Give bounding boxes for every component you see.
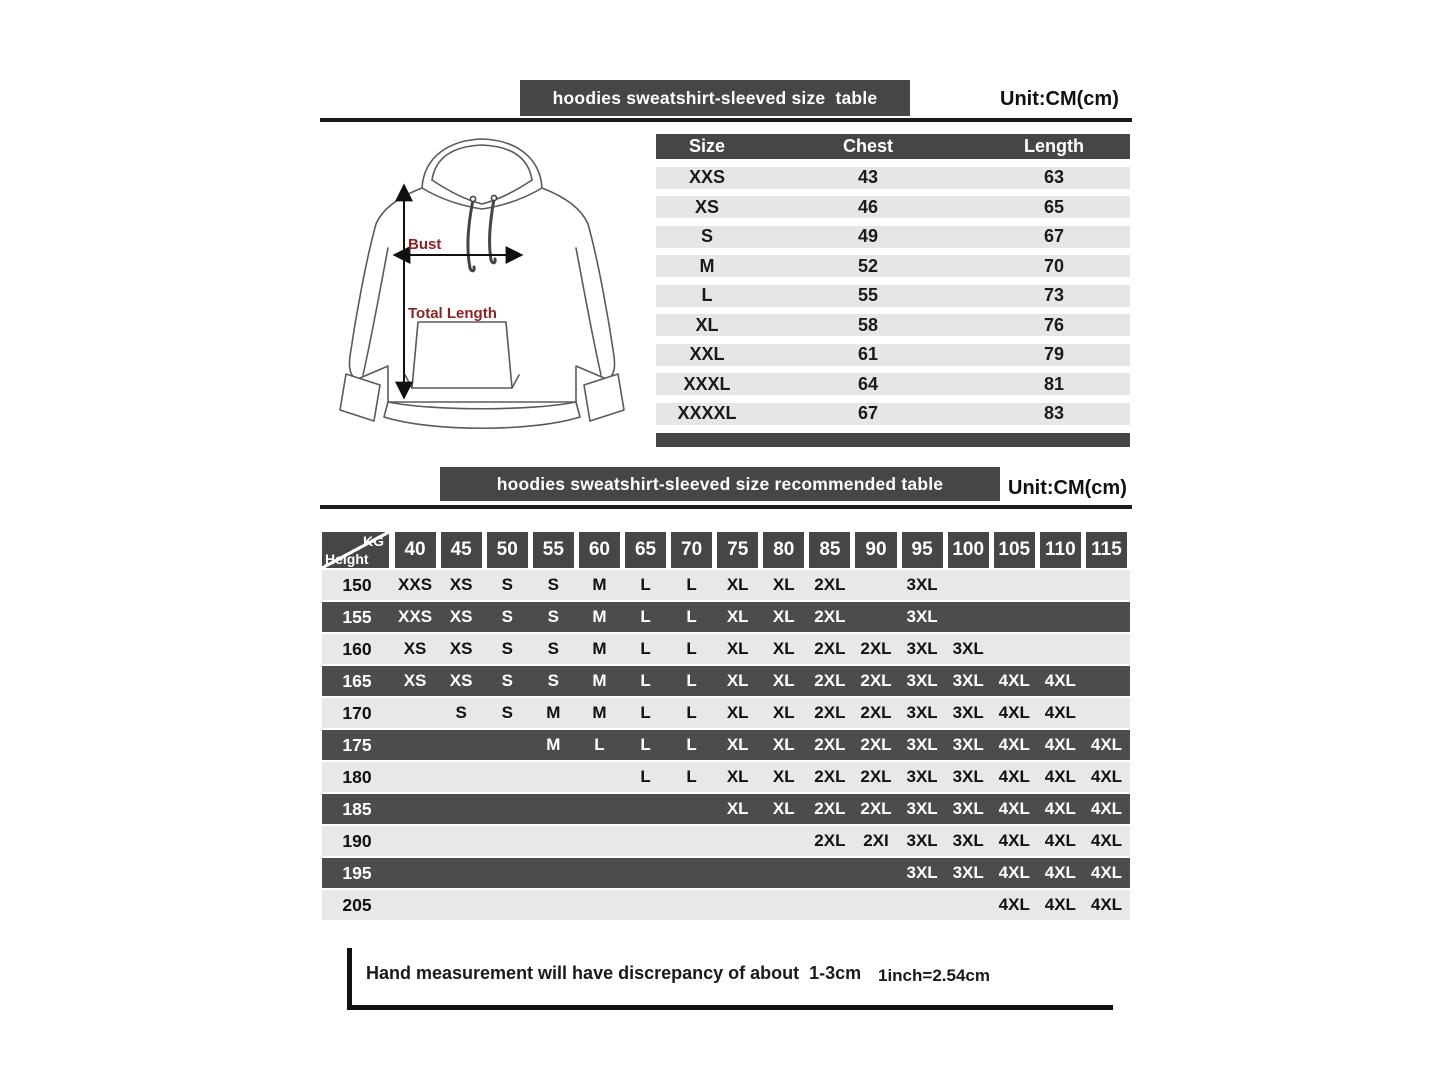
size-column-header: Size: [688, 136, 726, 156]
size-recommendation-cell: L: [686, 767, 697, 786]
size-recommendation-cell: 3XL: [906, 799, 938, 818]
recommendation-row: [322, 858, 1130, 888]
size-recommendation-cell: 4XL: [998, 767, 1030, 786]
size-recommendation-cell: L: [640, 639, 651, 658]
recommendation-row: [322, 634, 1130, 664]
size-recommendation-cell: S: [501, 607, 513, 626]
footer-bottom-border: [347, 1005, 1113, 1010]
chest-cell: 64: [857, 373, 879, 394]
size-recommendation-cell: 3XL: [906, 703, 938, 722]
size-table-row: [656, 373, 1130, 395]
size-recommendation-cell: 4XL: [1044, 767, 1076, 786]
size-cell: L: [701, 285, 713, 305]
size-recommendation-cell: XL: [772, 607, 795, 626]
size-recommendation-cell: 4XL: [1044, 671, 1076, 690]
size-cell: XXXXL: [677, 403, 737, 423]
size-recommendation-cell: 4XL: [1044, 895, 1076, 914]
size-recommendation-cell: 3XL: [906, 767, 938, 786]
kg-header-cell: [853, 532, 899, 568]
chest-column-header: Chest: [842, 136, 893, 156]
size-recommendation-cell: L: [686, 703, 697, 722]
recommended-table-title-bar: [440, 467, 1000, 501]
size-recommendation-cell: S: [501, 703, 513, 722]
size-recommendation-cell: 4XL: [998, 671, 1030, 690]
height-row-label: 190: [342, 830, 372, 851]
size-recommendation-cell: XS: [449, 575, 473, 594]
size-cell: XXS: [688, 167, 726, 187]
size-recommendation-cell: M: [592, 639, 607, 658]
kg-header-cell: [576, 532, 622, 568]
size-table-row: [656, 344, 1130, 366]
kg-value-label: 45: [441, 532, 482, 568]
size-recommendation-cell: L: [686, 671, 697, 690]
height-row-label: 195: [342, 862, 372, 883]
size-recommendation-cell: L: [686, 575, 697, 594]
size-recommendation-cell: XL: [726, 671, 749, 690]
recommendation-row: [322, 570, 1130, 600]
size-recommendation-cell: 4XL: [1044, 703, 1076, 722]
size-cell: XS: [694, 196, 719, 217]
length-cell: 79: [1043, 344, 1065, 364]
size-recommendation-cell: 4XL: [1090, 863, 1123, 882]
kg-value-label: 90: [855, 532, 896, 568]
size-recommendation-cell: 2XL: [814, 703, 846, 722]
size-recommendation-cell: 4XL: [1090, 895, 1123, 914]
size-recommendation-cell: XL: [772, 671, 795, 690]
size-recommendation-cell: S: [547, 607, 559, 626]
size-recommendation-cell: 3XL: [906, 863, 938, 882]
size-recommendation-cell: XS: [403, 639, 427, 658]
size-recommendation-cell: 2XL: [860, 767, 892, 786]
kg-value-label: 115: [1086, 532, 1127, 568]
kg-header-cell: [945, 532, 991, 568]
size-recommendation-cell: S: [547, 671, 559, 690]
height-row-label: 170: [342, 702, 372, 723]
size-recommendation-cell: XL: [726, 767, 749, 786]
recommendation-header-row: [322, 532, 1130, 568]
size-recommendation-cell: 2XL: [814, 767, 846, 786]
kg-value-label: 65: [625, 532, 666, 568]
kg-header-cell: [715, 532, 761, 568]
kg-value-label: 85: [809, 532, 850, 568]
length-cell: 76: [1043, 314, 1065, 335]
length-cell: 73: [1043, 285, 1065, 305]
size-recommendation-cell: XXS: [398, 607, 433, 626]
bust-label: Bust: [408, 236, 442, 253]
size-table-title: hoodies sweatshirt-sleeved size table: [552, 87, 878, 108]
size-recommendation-cell: 4XL: [998, 799, 1030, 818]
chest-cell: 46: [857, 196, 879, 217]
size-recommendation-cell: 4XL: [1090, 767, 1123, 786]
size-table-rows: [656, 167, 1130, 425]
chest-cell: 43: [857, 167, 879, 187]
kg-header-cell: [899, 532, 945, 568]
height-row-label: 165: [342, 670, 372, 691]
size-recommendation-cell: XXS: [398, 575, 433, 594]
divider-line-middle: [320, 505, 1132, 509]
kg-header-cell: [530, 532, 576, 568]
size-recommendation-cell: XS: [403, 671, 427, 690]
kg-value-label: 40: [395, 532, 436, 568]
recommendation-row: [322, 698, 1130, 728]
size-table-bottom-bar: [656, 433, 1130, 447]
height-row-label: 205: [342, 894, 372, 915]
size-recommendation-cell: M: [546, 735, 561, 754]
kg-value-label: 60: [579, 532, 620, 568]
size-recommendation-cell: 4XL: [998, 831, 1030, 850]
length-cell: 81: [1043, 373, 1065, 394]
kg-header-cell: [761, 532, 807, 568]
size-recommendation-cell: L: [640, 607, 651, 626]
size-recommendation-cell: XL: [772, 799, 795, 818]
size-recommendation-cell: 2XL: [814, 799, 846, 818]
size-cell: XXL: [689, 344, 725, 364]
size-recommendation-cell: L: [686, 607, 697, 626]
size-recommendation-cell: 3XL: [952, 735, 984, 754]
size-recommendation-cell: 2XI: [863, 831, 889, 850]
size-recommendation-cell: 3XL: [906, 735, 938, 754]
size-recommendation-cell: M: [592, 575, 607, 594]
size-recommendation-cell: 3XL: [952, 831, 984, 850]
size-recommendation-cell: XL: [772, 703, 795, 722]
inch-conversion-note: 1inch=2.54cm: [878, 966, 990, 985]
kg-height-corner-cell: [322, 532, 389, 568]
size-table-row: [656, 255, 1130, 277]
chest-cell: 58: [857, 314, 879, 335]
size-recommendation-cell: 2XL: [814, 735, 846, 754]
length-cell: 67: [1043, 226, 1065, 246]
size-recommendation-cell: 2XL: [860, 639, 892, 658]
size-table-row: [656, 314, 1130, 336]
chest-cell: 55: [857, 285, 879, 305]
size-recommendation-cell: 3XL: [906, 831, 938, 850]
height-row-label: 150: [342, 574, 372, 595]
size-recommendation-cell: XL: [726, 639, 749, 658]
size-recommendation-cell: 4XL: [998, 735, 1030, 754]
size-recommendation-cell: M: [546, 703, 561, 722]
size-recommendation-cell: L: [640, 671, 651, 690]
size-recommendation-cell: 3XL: [952, 703, 984, 722]
size-cell: XL: [695, 314, 719, 335]
chest-cell: 67: [857, 403, 879, 423]
size-recommendation-cell: 2XL: [814, 639, 846, 658]
kg-value-label: 55: [533, 532, 574, 568]
size-recommendation-cell: S: [455, 703, 467, 722]
length-cell: 70: [1043, 255, 1065, 276]
size-recommendation-cell: XS: [449, 607, 473, 626]
kg-header-cell: [484, 532, 530, 568]
size-cell: XXXL: [683, 373, 731, 394]
kg-header-cell: [807, 532, 853, 568]
size-recommendation-cell: 4XL: [1044, 799, 1076, 818]
size-recommendation-cell: XL: [772, 639, 795, 658]
recommendation-row: [322, 730, 1130, 760]
size-cell: S: [700, 226, 713, 246]
kg-value-label: 110: [1040, 532, 1081, 568]
kg-value-label: 50: [487, 532, 528, 568]
size-recommendation-cell: 3XL: [906, 639, 938, 658]
recommendation-row: [322, 762, 1130, 792]
size-recommendation-cell: M: [592, 607, 607, 626]
size-recommendation-cell: 2XL: [860, 671, 892, 690]
length-cell: 83: [1043, 403, 1065, 423]
size-recommendation-cell: 4XL: [1044, 735, 1076, 754]
size-recommendation-cell: L: [594, 735, 605, 754]
height-row-label: 160: [342, 638, 372, 659]
size-table-header: [656, 134, 1130, 159]
kg-header-cell: [991, 532, 1037, 568]
divider-line-top: [320, 118, 1132, 122]
size-recommendation-cell: L: [686, 735, 697, 754]
size-recommendation-cell: 4XL: [1090, 831, 1123, 850]
size-recommendation-cell: 4XL: [998, 703, 1030, 722]
size-recommendation-cell: 3XL: [952, 671, 984, 690]
recommendation-row: [322, 794, 1130, 824]
recommendation-row: [322, 890, 1130, 920]
recommended-table-title: hoodies sweatshirt-sleeved size recommended table: [496, 473, 944, 494]
size-recommendation-cell: XS: [449, 639, 473, 658]
kg-header-cell: [1083, 532, 1129, 568]
size-recommendation-cell: 4XL: [998, 863, 1030, 882]
kg-header-cell: [1037, 532, 1083, 568]
recommendation-row: [322, 666, 1130, 696]
size-recommendation-cell: 2XL: [860, 799, 892, 818]
size-recommendation-cell: XL: [772, 575, 795, 594]
size-table-unit-label: Unit:CM(cm): [1000, 88, 1119, 110]
size-recommendation-cell: 2XL: [814, 831, 846, 850]
recommended-table-unit-label: Unit:CM(cm): [1008, 477, 1127, 499]
kg-value-label: 80: [763, 532, 804, 568]
size-recommendation-cell: L: [640, 767, 651, 786]
size-recommendation-cell: 3XL: [906, 575, 938, 594]
kg-corner-label: KG: [363, 533, 384, 549]
size-table: [656, 134, 1130, 425]
size-recommendation-cell: 2XL: [860, 735, 892, 754]
size-recommendation-cell: S: [547, 639, 559, 658]
size-table-row: [656, 285, 1130, 307]
size-recommendation-cell: 4XL: [1044, 831, 1076, 850]
size-recommendation-cell: 2XL: [814, 607, 846, 626]
measurement-discrepancy-note: Hand measurement will have discrepancy of about 1-3cm: [366, 963, 862, 983]
size-recommendation-cell: 3XL: [952, 799, 984, 818]
kg-value-label: 95: [902, 532, 943, 568]
chest-cell: 49: [857, 226, 879, 246]
size-recommendation-cell: 2XL: [860, 703, 892, 722]
size-recommendation-cell: M: [592, 703, 607, 722]
recommendation-rows: [322, 570, 1130, 920]
height-row-label: 180: [342, 766, 372, 787]
size-recommendation-cell: XL: [726, 607, 749, 626]
size-recommendation-cell: 4XL: [1090, 735, 1123, 754]
size-recommendation-cell: XL: [726, 575, 749, 594]
size-recommendation-cell: S: [501, 639, 513, 658]
size-recommendation-cell: S: [501, 671, 513, 690]
chest-cell: 61: [857, 344, 879, 364]
kg-value-label: 105: [994, 532, 1035, 568]
size-recommendation-cell: 2XL: [814, 575, 846, 594]
size-recommendation-cell: L: [640, 735, 651, 754]
size-recommendation-cell: 3XL: [906, 607, 938, 626]
size-cell: M: [699, 255, 715, 276]
height-row-label: 185: [342, 798, 372, 819]
size-recommendation-cell: XL: [726, 799, 749, 818]
footer-left-border: [347, 948, 352, 1010]
size-recommendation-cell: 4XL: [1090, 799, 1123, 818]
kg-value-label: 100: [948, 532, 989, 568]
size-table-title-bar: [520, 80, 910, 116]
chest-cell: 52: [857, 255, 879, 276]
size-recommendation-cell: M: [592, 671, 607, 690]
size-recommendation-cell: XL: [772, 735, 795, 754]
size-table-row: [656, 226, 1130, 248]
size-recommendation-cell: XL: [772, 767, 795, 786]
kg-header-cell: [392, 532, 438, 568]
size-recommendation-cell: 3XL: [952, 639, 984, 658]
size-recommendation-cell: 3XL: [906, 671, 938, 690]
total-length-label: Total Length: [408, 305, 497, 322]
recommendation-row: [322, 826, 1130, 856]
size-recommendation-cell: 4XL: [1044, 863, 1076, 882]
size-table-row: [656, 403, 1130, 425]
size-table-row: [656, 196, 1130, 218]
size-recommendation-cell: L: [686, 639, 697, 658]
height-row-label: 155: [342, 606, 372, 627]
size-recommendation-cell: S: [547, 575, 559, 594]
size-recommendation-table: [322, 532, 1130, 920]
size-recommendation-cell: 3XL: [952, 767, 984, 786]
size-recommendation-cell: XS: [449, 671, 473, 690]
height-corner-label: Height: [325, 551, 369, 567]
size-recommendation-cell: L: [640, 703, 651, 722]
size-recommendation-cell: XL: [726, 703, 749, 722]
recommendation-row: [322, 602, 1130, 632]
size-recommendation-cell: 4XL: [998, 895, 1030, 914]
kg-value-label: 70: [671, 532, 712, 568]
size-recommendation-cell: 2XL: [814, 671, 846, 690]
size-recommendation-cell: L: [640, 575, 651, 594]
size-recommendation-cell: XL: [726, 735, 749, 754]
length-cell: 63: [1043, 167, 1065, 187]
height-row-label: 175: [342, 734, 372, 755]
length-column-header: Length: [1024, 136, 1084, 156]
length-cell: 65: [1043, 196, 1065, 217]
hoodie-measurement-diagram: [332, 130, 632, 462]
kg-value-label: 75: [717, 532, 758, 568]
kg-header-cell: [669, 532, 715, 568]
kg-header-cell: [622, 532, 668, 568]
hoodie-outline: [340, 139, 624, 428]
size-recommendation-cell: 3XL: [952, 863, 984, 882]
size-recommendation-cell: S: [501, 575, 513, 594]
size-table-row: [656, 167, 1130, 189]
kg-header-cell: [438, 532, 484, 568]
